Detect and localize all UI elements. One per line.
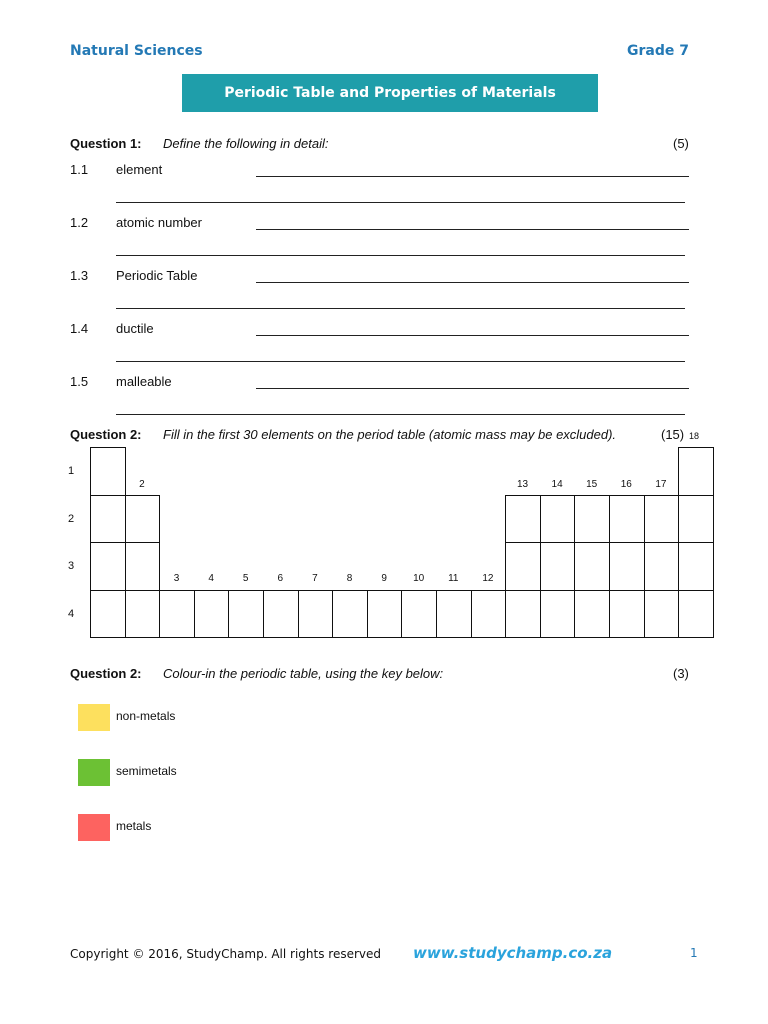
group-label: 7 bbox=[312, 573, 318, 584]
answer-line[interactable] bbox=[116, 308, 685, 309]
element-cell[interactable] bbox=[540, 590, 576, 639]
colour-swatch bbox=[78, 759, 110, 786]
item-term: ductile bbox=[116, 321, 154, 336]
element-cell[interactable] bbox=[436, 590, 472, 639]
answer-line[interactable] bbox=[256, 282, 689, 283]
question2-marks: (15) bbox=[661, 427, 685, 442]
element-cell[interactable] bbox=[678, 447, 714, 496]
element-cell[interactable] bbox=[159, 590, 195, 639]
item-number: 1.3 bbox=[70, 268, 89, 283]
element-cell[interactable] bbox=[574, 590, 610, 639]
element-cell[interactable] bbox=[678, 495, 714, 544]
item-number: 1.4 bbox=[70, 321, 89, 336]
element-cell[interactable] bbox=[644, 542, 680, 591]
item-term: Periodic Table bbox=[116, 268, 198, 283]
item-number: 1.5 bbox=[70, 374, 89, 389]
answer-line[interactable] bbox=[256, 176, 689, 177]
group-label: 15 bbox=[586, 479, 598, 490]
element-cell[interactable] bbox=[540, 542, 576, 591]
element-cell[interactable] bbox=[505, 590, 541, 639]
answer-line[interactable] bbox=[116, 414, 685, 415]
question1-instruction: Define the following in detail: bbox=[163, 136, 329, 151]
colour-key-label: metals bbox=[116, 819, 152, 833]
group-label: 18 bbox=[689, 431, 700, 441]
element-cell[interactable] bbox=[194, 590, 230, 639]
group-label: 3 bbox=[173, 573, 180, 584]
page-title-banner bbox=[182, 74, 598, 112]
answer-line[interactable] bbox=[256, 229, 689, 230]
question3-label: Question 2: bbox=[70, 666, 142, 681]
group-label: 11 bbox=[448, 573, 459, 584]
element-cell[interactable] bbox=[228, 590, 264, 639]
element-cell[interactable] bbox=[609, 590, 645, 639]
colour-key-label: non-metals bbox=[116, 709, 176, 723]
colour-key-label: semimetals bbox=[116, 764, 177, 778]
element-cell[interactable] bbox=[367, 590, 403, 639]
element-cell[interactable] bbox=[505, 495, 541, 544]
question2-label: Question 2: bbox=[70, 427, 142, 442]
grade-label: Grade 7 bbox=[627, 43, 689, 59]
answer-line[interactable] bbox=[116, 202, 685, 203]
item-term: element bbox=[116, 162, 163, 177]
element-cell[interactable] bbox=[574, 542, 610, 591]
element-cell[interactable] bbox=[401, 590, 437, 639]
element-cell[interactable] bbox=[644, 590, 680, 639]
element-cell[interactable] bbox=[332, 590, 368, 639]
item-number: 1.2 bbox=[70, 215, 89, 230]
element-cell[interactable] bbox=[609, 495, 645, 544]
period-label: 2 bbox=[68, 513, 75, 525]
element-cell[interactable] bbox=[125, 495, 161, 544]
colour-swatch bbox=[78, 814, 110, 841]
element-cell[interactable] bbox=[90, 542, 126, 591]
item-term: malleable bbox=[116, 374, 172, 389]
element-cell[interactable] bbox=[263, 590, 299, 639]
group-label: 12 bbox=[482, 573, 494, 584]
element-cell[interactable] bbox=[90, 590, 126, 639]
group-label: 13 bbox=[516, 479, 529, 490]
group-label: 4 bbox=[208, 573, 214, 584]
period-label: 1 bbox=[68, 465, 75, 477]
colour-swatch bbox=[78, 704, 110, 731]
group-label: 14 bbox=[551, 479, 563, 490]
element-cell[interactable] bbox=[298, 590, 334, 639]
item-term: atomic number bbox=[116, 215, 202, 230]
answer-line[interactable] bbox=[256, 388, 689, 389]
element-cell[interactable] bbox=[125, 542, 161, 591]
subject-title: Natural Sciences bbox=[70, 43, 203, 59]
page-title: Periodic Table and Properties of Materials bbox=[224, 85, 556, 101]
question1-marks: (5) bbox=[673, 136, 689, 151]
question1-label: Question 1: bbox=[70, 136, 142, 151]
period-label: 3 bbox=[68, 560, 75, 572]
element-cell[interactable] bbox=[505, 542, 541, 591]
element-cell[interactable] bbox=[574, 495, 610, 544]
element-cell[interactable] bbox=[125, 590, 161, 639]
copyright-text: Copyright © 2016, StudyChamp. All rights reserved bbox=[70, 947, 382, 961]
element-cell[interactable] bbox=[678, 542, 714, 591]
answer-line[interactable] bbox=[116, 361, 685, 362]
element-cell[interactable] bbox=[609, 542, 645, 591]
group-label: 9 bbox=[381, 573, 387, 584]
question2-instruction: Fill in the first 30 elements on the period table (atomic mass may be excluded). bbox=[163, 427, 617, 442]
element-cell[interactable] bbox=[644, 495, 680, 544]
question3-marks: (3) bbox=[673, 666, 689, 681]
group-label: 6 bbox=[277, 573, 284, 584]
website-link[interactable]: www.studychamp.co.za bbox=[413, 944, 613, 962]
group-label: 10 bbox=[413, 573, 425, 584]
element-cell[interactable] bbox=[90, 495, 126, 544]
answer-line[interactable] bbox=[116, 255, 685, 256]
group-label: 2 bbox=[139, 479, 145, 490]
answer-line[interactable] bbox=[256, 335, 689, 336]
group-label: 8 bbox=[346, 573, 353, 584]
group-label: 17 bbox=[655, 479, 667, 490]
item-number: 1.1 bbox=[70, 162, 89, 177]
element-cell[interactable] bbox=[90, 447, 126, 496]
question3-instruction: Colour-in the periodic table, using the key below: bbox=[163, 666, 444, 681]
group-label: 16 bbox=[620, 479, 632, 490]
element-cell[interactable] bbox=[471, 590, 507, 639]
element-cell[interactable] bbox=[540, 495, 576, 544]
page-number: 1 bbox=[690, 946, 698, 960]
element-cell[interactable] bbox=[678, 590, 714, 639]
period-label: 4 bbox=[68, 608, 75, 620]
group-label: 5 bbox=[242, 573, 249, 584]
